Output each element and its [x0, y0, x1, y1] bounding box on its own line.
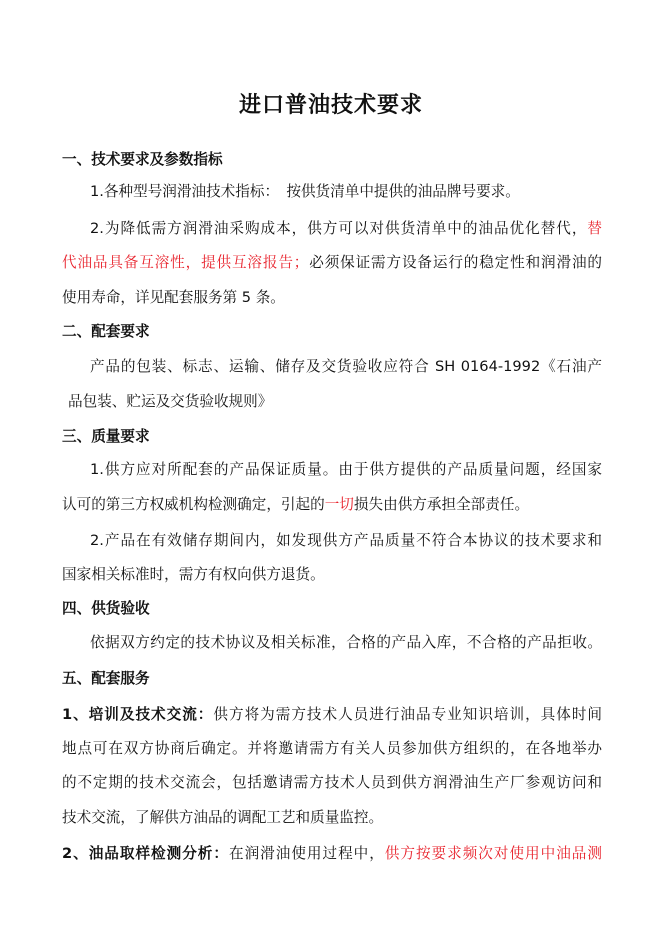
paragraph-line: [90, 633, 602, 653]
highlighted-text: 替: [587, 220, 602, 237]
highlighted-text: 一切: [324, 496, 354, 513]
text-span: 产品的包装、标志、运输、储存及交货验收应符合 SH 0164-1992《石油产: [90, 358, 602, 375]
paragraph-line: [62, 253, 602, 273]
text-span: 损失由供方承担全部责任。: [353, 496, 530, 513]
paragraph-line: [62, 808, 383, 828]
bold-text: 三、质量要求: [62, 428, 150, 445]
paragraph-line: [62, 495, 529, 515]
text-span: 2.产品在有效储存期间内，如发现供方产品质量不符合本协议的技术要求和: [90, 532, 602, 549]
paragraph-line: [62, 773, 602, 793]
highlighted-text: 代油品具备互溶性，提供互溶报告；: [62, 254, 309, 271]
text-span: 品包装、贮运及交货验收规则》: [68, 393, 273, 410]
paragraph-line: [90, 219, 602, 239]
section-heading: [62, 599, 150, 619]
section-heading: [62, 322, 150, 342]
text-span: 使用寿命，详见配套服务第 5 条。: [62, 289, 285, 306]
text-span: 国家相关标准时，需方有权向供方退货。: [62, 566, 325, 583]
paragraph-line: [62, 288, 285, 308]
bold-text: 四、供货验收: [62, 600, 150, 617]
paragraph-line: [62, 565, 325, 585]
paragraph-line: [90, 182, 520, 202]
text-span: 认可的第三方权威机构检测确定，引起的: [62, 496, 325, 513]
text-span: 1.各种型号润滑油技术指标： 按供货清单中提供的油品牌号要求。: [90, 183, 520, 200]
document-title: 进口普油技术要求: [238, 93, 423, 118]
bold-text: 二、配套要求: [62, 323, 150, 340]
text-span: 1.供方应对所配套的产品保证质量。由于供方提供的产品质量问题，经国家: [90, 461, 602, 478]
text-span: 的不定期的技术交流会，包括邀请需方技术人员到供方润滑油生产厂参观访问和: [62, 774, 602, 791]
paragraph-line: [62, 739, 602, 759]
paragraph-line: [90, 357, 602, 377]
paragraph-line: [62, 844, 602, 864]
text-span: 技术交流，了解供方油品的调配工艺和质量监控。: [62, 809, 384, 826]
text-span: 依据双方约定的技术协议及相关标准，合格的产品入库，不合格的产品拒收。: [90, 634, 602, 651]
bold-text: 一、技术要求及参数指标: [62, 151, 223, 168]
highlighted-text: 供方按要求频次对使用中油品测: [384, 845, 602, 862]
paragraph-line: [62, 705, 602, 725]
text-span: 地点可在双方协商后确定。并将邀请需方有关人员参加供方组织的，在各地举办: [62, 740, 602, 757]
text-span: 必须保证需方设备运行的稳定性和润滑油的: [308, 254, 602, 271]
section-heading: [62, 427, 150, 447]
paragraph-line: [68, 392, 272, 412]
bold-text: 2、油品取样检测分析：: [62, 845, 229, 862]
section-heading: [62, 150, 223, 170]
bold-text: 1、培训及技术交流：: [62, 706, 214, 723]
paragraph-line: [90, 531, 602, 551]
text-span: 在润滑油使用过程中，: [228, 845, 385, 862]
bold-text: 五、配套服务: [62, 670, 150, 687]
text-span: 供方将为需方技术人员进行油品专业知识培训，具体时间: [213, 706, 602, 723]
text-span: 2.为降低需方润滑油采购成本，供方可以对供货清单中的油品优化替代，: [90, 220, 588, 237]
paragraph-line: [90, 460, 602, 480]
section-heading: [62, 669, 150, 689]
